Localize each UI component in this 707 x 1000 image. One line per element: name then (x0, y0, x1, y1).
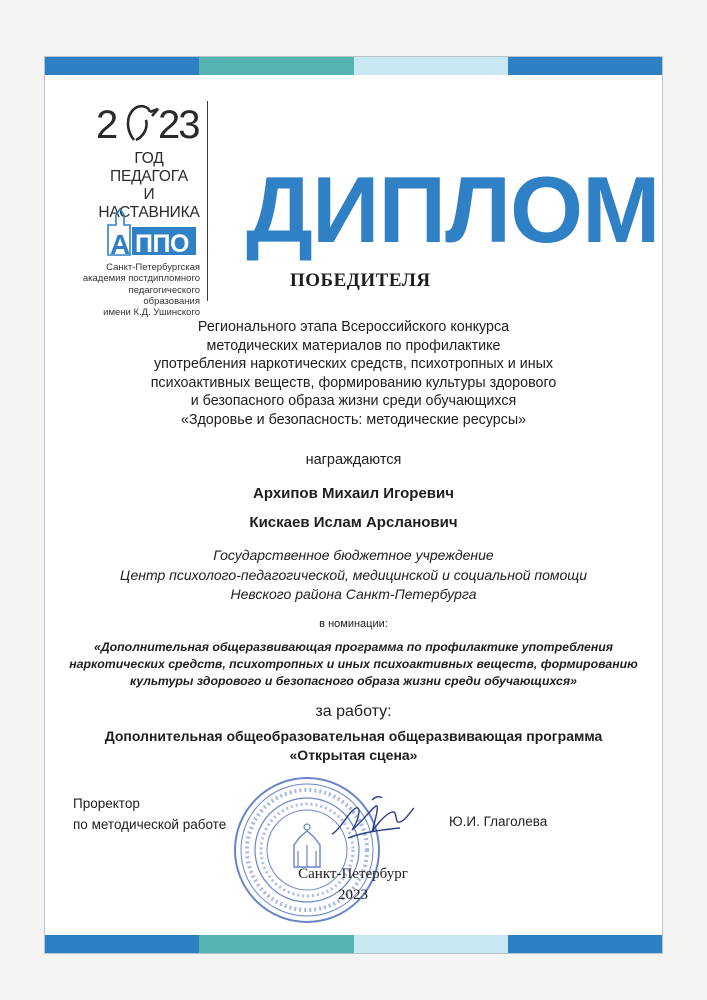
svg-text:2: 2 (96, 103, 117, 146)
work-line: «Открытая сцена» (289, 747, 418, 763)
svg-text:А: А (110, 229, 131, 257)
signatory-position (73, 793, 226, 835)
nomination-line: «Дополнительная общеразвивающая программа по профилактике употребления (93, 640, 614, 654)
diploma-subtitle: ПОБЕДИТЕЛЯ (290, 270, 431, 291)
nomination-line: наркотических средств, психотропных и иных психоактивных веществ, формированию (69, 657, 638, 671)
signatory-position-line: по методической работе (73, 817, 227, 832)
handwritten-signature (328, 790, 418, 850)
nomination-text (44, 639, 663, 690)
signatory-position-line: Проректор (73, 796, 140, 811)
event-line: употребления наркотических средств, психотропных и иных (153, 356, 554, 373)
event-line: психоактивных веществ, формированию культуры здорового (150, 374, 557, 391)
organization-line: Невского района Санкт-Петербурга (230, 586, 477, 602)
place: Санкт-Петербург (298, 866, 408, 882)
appo-logo (104, 205, 196, 257)
event-description (44, 318, 663, 430)
organization-line: Центр психолого-педагогической, медицинской и социальной помощи (120, 566, 587, 583)
academy-line: педагогического образования (128, 284, 200, 307)
nomination-label: в номинации: (319, 618, 388, 630)
issue-year: 2023 (338, 887, 368, 903)
top-color-bar (45, 57, 662, 75)
academy-line: имени К.Д. Ушинского (103, 307, 200, 319)
academy-line: академия постдипломного (82, 273, 200, 285)
work-line: Дополнительная общеобразовательная общеразвивающая программа (104, 728, 603, 744)
event-line: методических материалов по профилактике (206, 337, 501, 354)
svg-text:ППО: ППО (135, 230, 189, 257)
signatory-name: Ю.И. Глаголева (449, 814, 548, 829)
svg-text:23: 23 (158, 103, 199, 146)
for-work-label: за работу: (315, 703, 392, 720)
logo-divider (207, 101, 208, 301)
awarded-label: награждаются (305, 452, 402, 468)
logo-line-1: ГОД ПЕДАГОГА (110, 150, 188, 185)
diploma-title: ДИПЛОМ (246, 157, 660, 262)
logo-line-2: И НАСТАВНИКА (98, 186, 200, 221)
place-and-year (288, 864, 418, 906)
organization (44, 546, 663, 605)
awardee-name: Архипов Михаил Игоревич (253, 485, 454, 502)
event-line: и безопасного образа жизни среди обучающихся (190, 393, 517, 410)
event-line: Регионального этапа Всероссийского конкурса (197, 319, 510, 335)
awardee-name: Кискаев Ислам Арсланович (249, 514, 458, 531)
academy-name (70, 262, 200, 318)
bottom-color-bar (45, 935, 662, 953)
organization-line: Государственное бюджетное учреждение (213, 547, 494, 563)
event-line: «Здоровье и безопасность: методические ресурсы» (180, 411, 527, 428)
work-title (44, 727, 663, 765)
academy-line: Санкт-Петербургская (106, 262, 200, 273)
year-2023-logo (96, 100, 202, 146)
nomination-line: культуры здорового и безопасного образа жизни среди обучающихся» (130, 674, 577, 688)
